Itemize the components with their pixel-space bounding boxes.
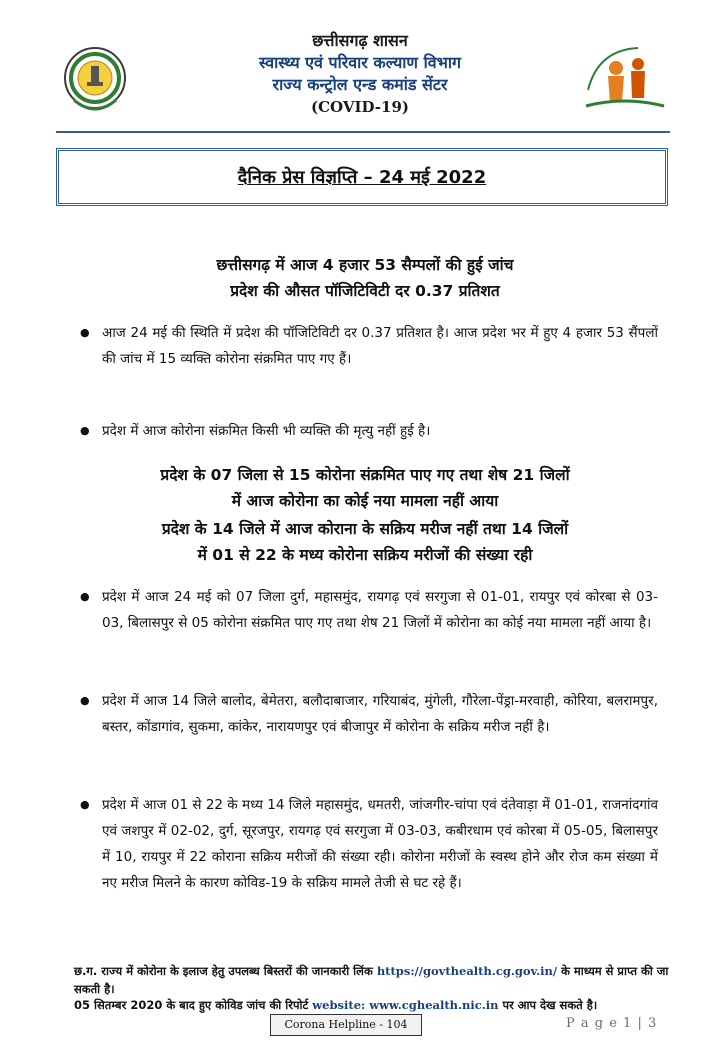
section2-bullet-1: ● प्रदेश में आज 24 मई को 07 जिला दुर्ग, महासमुंद, रायगढ़ एवं सरगुजा से 01-01, रायपुर एवं कोरबा से 03-03, बिलासपुर से 05 कोरोना संक्रमित पाए गए तथा शेष 21 जिलों में कोरोना का कोई नया मामला नहीं आया है। xyxy=(102,584,658,636)
letterhead xyxy=(0,0,720,140)
govthealth-link[interactable]: https://govthealth.cg.gov.in/ xyxy=(376,964,558,978)
section2-heading-line4: में 01 से 22 के मध्य कोरोना सक्रिय मरीजों की संख्या रही xyxy=(197,546,533,564)
footer-note-reports xyxy=(74,996,674,1014)
corona-helpline-box: Corona Helpline - 104 xyxy=(270,1014,422,1036)
header-divider xyxy=(56,131,670,133)
section2-heading-b xyxy=(70,516,660,568)
section2-bullet-2: ● प्रदेश में आज 14 जिले बालोद, बेमेतरा, बलौदाबाजार, गरियाबंद, मुंगेली, गौरेला-पेंड्रा-मरवाही, कोरिया, बलरामपुर, बस्तर, कोंडागांव, सुकमा, कांकेर, नारायणपुर एवं बीजापुर में कोरोना के सक्रिय मरीज नहीं है। xyxy=(102,688,658,740)
footer-note1-suffix: के माध्यम से प्राप्त की जा सकती है। xyxy=(74,964,669,996)
section2-heading-a xyxy=(70,462,660,514)
department-name: स्वास्थ्य एवं परिवार कल्याण विभाग xyxy=(258,53,462,72)
covid-label: (COVID-19) xyxy=(311,98,409,116)
state-emblem-icon xyxy=(62,40,128,122)
footer-note1-prefix: छ.ग. राज्य में कोरोना के इलाज हेतु उपलब्ध बिस्तरों की जानकारी लिंक xyxy=(74,964,373,978)
footer-note2-prefix: 05 सितम्बर 2020 के बाद हुए कोविड जांच की रिपोर्ट xyxy=(74,998,309,1012)
cghealth-website-link[interactable]: website: www.cghealth.nic.in xyxy=(312,998,499,1012)
footer-note2-suffix: पर आप देख सकते है। xyxy=(502,998,598,1012)
letterhead-text xyxy=(160,30,560,118)
section2-heading-line2: में आज कोरोना का कोई नया मामला नहीं आया xyxy=(231,492,499,510)
section1-heading xyxy=(70,252,660,304)
footer-note-beds xyxy=(74,962,674,998)
page-number: P a g e 1 | 3 xyxy=(566,1016,658,1031)
press-release-title-box xyxy=(56,148,668,206)
section1-heading-line1: छत्तीसगढ़ में आज 4 हजार 53 सैम्पलों की हुई जांच xyxy=(216,256,514,274)
section1-heading-line2: प्रदेश की औसत पॉजिटिविटी दर 0.37 प्रतिशत xyxy=(230,282,500,300)
press-release-title: दैनिक प्रेस विज्ञप्ति – 24 मई 2022 xyxy=(237,167,487,188)
section2-heading-line1: प्रदेश के 07 जिला से 15 कोरोना संक्रमित पाए गए तथा शेष 21 जिलों xyxy=(160,466,570,484)
section2-bullet-3: ● प्रदेश में आज 01 से 22 के मध्य 14 जिले महासमुंद, धमतरी, जांजगीर-चांपा एवं दंतेवाड़ा में 01-01, राजनांदगांव एवं जशपुर में 02-02, दुर्ग, सूरजपुर, रायगढ़ एवं सरगुजा में 03-03, कबीरधाम एवं कोरबा में 05-05, बिलासपुर में 10, रायपुर में 22 कोराना सक्रिय मरीजों की संख्या रही। कोरोना मरीजों के स्वस्थ होने और रोज कम संख्या में नए मरीज मिलने के कारण कोविड-19 के सक्रिय मामले तेजी से घट रहे हैं। xyxy=(102,792,658,896)
section1-bullet-2: ● प्रदेश में आज कोरोना संक्रमित किसी भी व्यक्ति की मृत्यु नहीं हुई है। xyxy=(102,418,658,444)
swachh-logo-icon xyxy=(578,40,670,122)
section2-heading-line3: प्रदेश के 14 जिले में आज कोराना के सक्रिय मरीज नहीं तथा 14 जिलों xyxy=(161,520,569,538)
government-name: छत्तीसगढ़ शासन xyxy=(312,31,408,50)
section1-bullet-1: ● आज 24 मई की स्थिति में प्रदेश की पॉजिटिविटी दर 0.37 प्रतिशत है। आज प्रदेश भर में हुए 4 हजार 53 सैंपलों की जांच में 15 व्यक्ति कोरोना संक्रमित पाए गए हैं। xyxy=(102,320,658,372)
centre-name: राज्य कन्ट्रोल एन्ड कमांड सेंटर xyxy=(272,75,448,94)
